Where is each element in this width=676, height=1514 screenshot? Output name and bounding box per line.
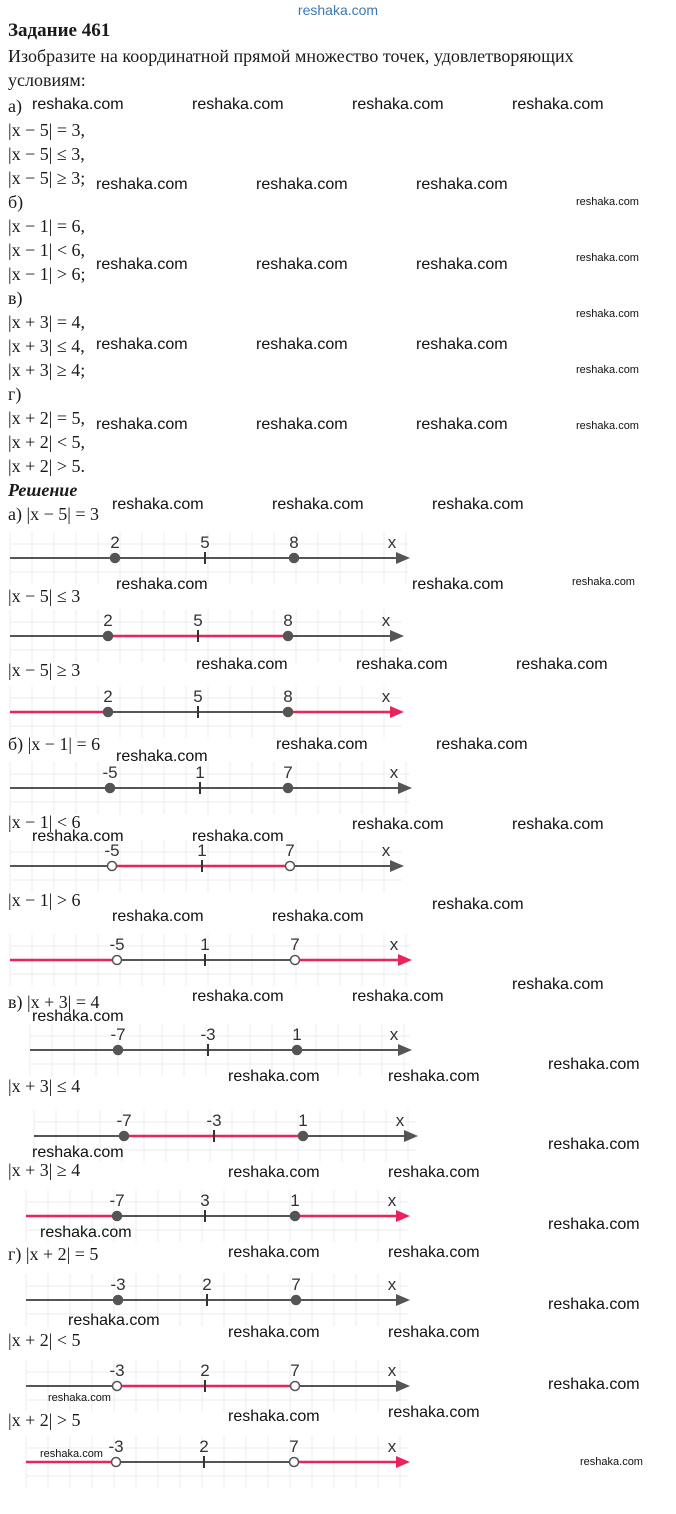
axis-variable-label: x: [381, 611, 391, 630]
axis-variable-label: x: [395, 1111, 405, 1130]
left-point-label: -5: [102, 763, 118, 782]
axis-arrow: [396, 1456, 410, 1468]
watermark-text: reshaka.com: [572, 576, 635, 588]
watermark-text: reshaka.com: [228, 1164, 320, 1181]
solution-label-11: |x + 2| > 5: [8, 1410, 81, 1430]
watermark-text: reshaka.com: [196, 656, 288, 673]
watermark-text: reshaka.com: [356, 656, 448, 673]
center-point-label: 1: [195, 763, 205, 782]
watermark-text: reshaka.com: [512, 816, 604, 833]
watermark-text: reshaka.com: [388, 1068, 480, 1085]
right-point-label: 1: [290, 1191, 300, 1210]
watermark-text: reshaka.com: [192, 828, 284, 845]
center-point-label: 1: [197, 841, 207, 860]
right-point-label: 7: [290, 1361, 300, 1380]
left-point: [106, 784, 115, 793]
center-point-label: 2: [200, 1361, 210, 1380]
task-condition-13: |x + 2| = 5,: [8, 408, 86, 428]
right-point-label: 8: [283, 611, 293, 630]
right-point: [299, 1132, 308, 1141]
solution-heading: Решение: [8, 480, 78, 500]
right-point-label: 1: [298, 1111, 308, 1130]
solution-label-5: |x − 1| > 6: [8, 890, 81, 910]
axis-variable-label: x: [389, 935, 399, 954]
solution-label-4: |x − 1| < 6: [8, 812, 81, 832]
watermark-text: reshaka.com: [388, 1244, 480, 1261]
task-text-line-2: условиям:: [8, 70, 86, 90]
watermark-text: reshaka.com: [512, 976, 604, 993]
right-point-label: 7: [291, 1275, 301, 1294]
solution-label-1: |x − 5| ≤ 3: [8, 586, 81, 606]
site-header-link[interactable]: reshaka.com: [297, 2, 379, 18]
left-point: [114, 1046, 123, 1055]
watermark-text: reshaka.com: [548, 1056, 640, 1073]
axis-arrow: [396, 1380, 410, 1392]
task-condition-10: |x + 3| ≤ 4,: [8, 336, 85, 356]
watermark-text: reshaka.com: [548, 1216, 640, 1233]
watermark-text: reshaka.com: [580, 1456, 643, 1468]
watermark-text: reshaka.com: [32, 1144, 124, 1161]
watermark-text: reshaka.com: [40, 1448, 103, 1460]
watermark-text: reshaka.com: [32, 828, 124, 845]
solution-label-0: а) |x − 5| = 3: [8, 504, 99, 524]
left-point: [104, 632, 113, 641]
right-point-label: 8: [283, 687, 293, 706]
watermark-text: reshaka.com: [192, 96, 284, 113]
watermark-text: reshaka.com: [388, 1164, 480, 1181]
axis-arrow: [390, 706, 404, 718]
right-point: [293, 1046, 302, 1055]
axis-arrow: [390, 630, 404, 642]
center-point-label: 3: [200, 1191, 210, 1210]
left-point: [113, 956, 122, 965]
watermark-text: reshaka.com: [32, 1008, 124, 1025]
watermark-text: reshaka.com: [436, 736, 528, 753]
center-point-label: 5: [200, 533, 210, 552]
watermark-text: reshaka.com: [256, 256, 348, 273]
axis-variable-label: x: [387, 1361, 397, 1380]
center-point-label: 2: [199, 1437, 209, 1456]
watermark-text: reshaka.com: [96, 176, 188, 193]
axis-variable-label: x: [381, 687, 391, 706]
axis-arrow: [396, 552, 410, 564]
number-line-2: [0, 684, 676, 744]
axis-variable-label: x: [389, 763, 399, 782]
left-point-label: 2: [103, 687, 113, 706]
watermark-text: reshaka.com: [112, 496, 204, 513]
axis-variable-label: x: [389, 1025, 399, 1044]
left-point-label: -5: [109, 935, 125, 954]
watermark-text: reshaka.com: [432, 496, 524, 513]
task-text-line-1: Изобразите на координатной прямой множество точек, удовлетворяющих: [8, 46, 574, 66]
center-point-label: 1: [200, 935, 210, 954]
watermark-text: reshaka.com: [276, 736, 368, 753]
right-point: [290, 1458, 299, 1467]
watermark-text: reshaka.com: [116, 748, 208, 765]
watermark-text: reshaka.com: [512, 96, 604, 113]
watermark-text: reshaka.com: [352, 96, 444, 113]
watermark-text: reshaka.com: [68, 1312, 160, 1329]
axis-arrow: [396, 1294, 410, 1306]
right-point-label: 7: [290, 935, 300, 954]
right-point: [290, 554, 299, 563]
left-point-label: -7: [116, 1111, 132, 1130]
watermark-text: reshaka.com: [256, 176, 348, 193]
center-point-label: 5: [193, 687, 203, 706]
left-point-label: -3: [109, 1361, 125, 1380]
axis-variable-label: x: [387, 1275, 397, 1294]
right-point-label: 8: [289, 533, 299, 552]
task-condition-4: б): [8, 192, 24, 212]
number-line-11: [0, 1434, 676, 1494]
watermark-text: reshaka.com: [416, 336, 508, 353]
axis-variable-label: x: [387, 1437, 397, 1456]
number-line-4: [0, 838, 676, 898]
right-point-label: 7: [283, 763, 293, 782]
number-line-3: [0, 760, 676, 820]
left-point-label: -7: [110, 1025, 126, 1044]
watermark-text: reshaka.com: [40, 1224, 132, 1241]
watermark-text: reshaka.com: [416, 176, 508, 193]
left-point: [108, 862, 117, 871]
watermark-text: reshaka.com: [576, 308, 639, 320]
center-point-label: 2: [202, 1275, 212, 1294]
watermark-text: reshaka.com: [256, 416, 348, 433]
axis-arrow: [390, 860, 404, 872]
right-point: [291, 1382, 300, 1391]
left-point: [113, 1382, 122, 1391]
right-point: [284, 632, 293, 641]
watermark-text: reshaka.com: [576, 196, 639, 208]
watermark-text: reshaka.com: [116, 576, 208, 593]
task-condition-8: в): [8, 288, 23, 308]
watermark-text: reshaka.com: [576, 252, 639, 264]
left-point: [112, 1458, 121, 1467]
solution-label-10: |x + 2| < 5: [8, 1330, 81, 1350]
left-point-label: 2: [103, 611, 113, 630]
axis-variable-label: x: [387, 533, 397, 552]
task-condition-0: а): [8, 96, 22, 116]
watermark-text: reshaka.com: [388, 1324, 480, 1341]
right-point: [291, 956, 300, 965]
axis-variable-label: x: [381, 841, 391, 860]
watermark-text: reshaka.com: [432, 896, 524, 913]
watermark-text: reshaka.com: [548, 1136, 640, 1153]
task-condition-6: |x − 1| < 6,: [8, 240, 86, 260]
left-point: [114, 1296, 123, 1305]
left-point: [120, 1132, 129, 1141]
task-condition-7: |x − 1| > 6;: [8, 264, 86, 284]
watermark-text: reshaka.com: [416, 256, 508, 273]
watermark-text: reshaka.com: [96, 416, 188, 433]
watermark-text: reshaka.com: [96, 336, 188, 353]
axis-arrow: [398, 782, 412, 794]
solution-label-2: |x − 5| ≥ 3: [8, 660, 81, 680]
watermark-text: reshaka.com: [228, 1324, 320, 1341]
solution-label-7: |x + 3| ≤ 4: [8, 1076, 81, 1096]
right-point: [292, 1296, 301, 1305]
axis-variable-label: x: [387, 1191, 397, 1210]
right-point-label: 1: [292, 1025, 302, 1044]
watermark-text: reshaka.com: [352, 988, 444, 1005]
watermark-text: reshaka.com: [48, 1392, 111, 1404]
center-point-label: 5: [193, 611, 203, 630]
left-point: [104, 708, 113, 717]
axis-arrow: [404, 1130, 418, 1142]
watermark-text: reshaka.com: [352, 816, 444, 833]
axis-arrow: [396, 1210, 410, 1222]
axis-arrow: [398, 954, 412, 966]
solution-label-9: г) |x + 2| = 5: [8, 1244, 99, 1264]
task-condition-3: |x − 5| ≥ 3;: [8, 168, 86, 188]
right-point: [286, 862, 295, 871]
task-condition-12: г): [8, 384, 22, 404]
solution-label-8: |x + 3| ≥ 4: [8, 1160, 81, 1180]
watermark-text: reshaka.com: [228, 1068, 320, 1085]
watermark-text: reshaka.com: [272, 496, 364, 513]
watermark-text: reshaka.com: [416, 416, 508, 433]
watermark-text: reshaka.com: [412, 576, 504, 593]
watermark-text: reshaka.com: [388, 1404, 480, 1421]
left-point-label: -5: [104, 841, 120, 860]
watermark-text: reshaka.com: [576, 420, 639, 432]
right-point: [284, 784, 293, 793]
watermark-text: reshaka.com: [228, 1408, 320, 1425]
left-point-label: -3: [108, 1437, 124, 1456]
watermark-text: reshaka.com: [256, 336, 348, 353]
task-condition-9: |x + 3| = 4,: [8, 312, 86, 332]
left-point-label: -7: [109, 1191, 125, 1210]
watermark-text: reshaka.com: [228, 1244, 320, 1261]
watermark-text: reshaka.com: [112, 908, 204, 925]
watermark-text: reshaka.com: [548, 1296, 640, 1313]
watermark-text: reshaka.com: [32, 96, 124, 113]
solution-label-6: в) |x + 3| = 4: [8, 992, 100, 1012]
task-condition-11: |x + 3| ≥ 4;: [8, 360, 86, 380]
task-condition-5: |x − 1| = 6,: [8, 216, 86, 236]
right-point-label: 7: [289, 1437, 299, 1456]
right-point: [291, 1212, 300, 1221]
watermark-text: reshaka.com: [272, 908, 364, 925]
task-condition-15: |x + 2| > 5.: [8, 456, 86, 476]
watermark-text: reshaka.com: [516, 656, 608, 673]
task-condition-14: |x + 2| < 5,: [8, 432, 86, 452]
page-title: Задание 461: [8, 20, 111, 41]
right-point: [284, 708, 293, 717]
axis-arrow: [398, 1044, 412, 1056]
left-point-label: -3: [110, 1275, 126, 1294]
task-condition-1: |x − 5| = 3,: [8, 120, 86, 140]
right-point-label: 7: [285, 841, 295, 860]
left-point-label: 2: [110, 533, 120, 552]
watermark-text: reshaka.com: [96, 256, 188, 273]
watermark-text: reshaka.com: [576, 364, 639, 376]
watermark-text: reshaka.com: [192, 988, 284, 1005]
task-condition-2: |x − 5| ≤ 3,: [8, 144, 85, 164]
left-point: [113, 1212, 122, 1221]
watermark-text: reshaka.com: [548, 1376, 640, 1393]
solution-label-3: б) |x − 1| = 6: [8, 734, 101, 754]
center-point-label: -3: [206, 1111, 222, 1130]
left-point: [111, 554, 120, 563]
center-point-label: -3: [200, 1025, 216, 1044]
